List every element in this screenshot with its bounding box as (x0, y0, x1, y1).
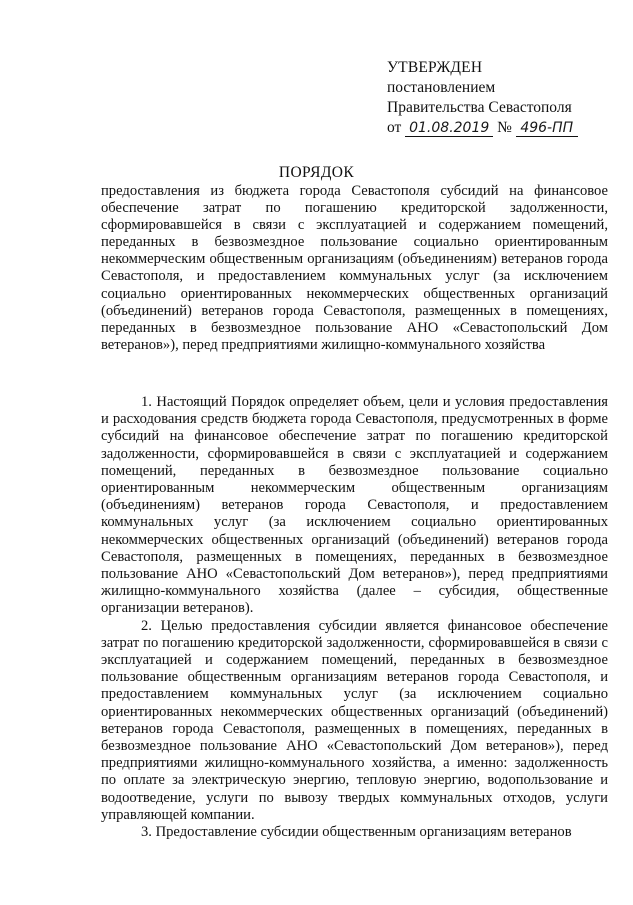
document-title: ПОРЯДОК (278, 164, 355, 181)
approval-heading: УТВЕРЖДЕН (387, 59, 483, 76)
paragraph-2: 2. Целью предоставления субсидии является финансовое обеспечение затрат по погашению кредиторской задолженности, сформировавшейся в связи с эксплуатацией и содержанием помещений, переданных в безвозмездное пользование общественным организациям ветеранов города Севастополя, и предоставлением коммунальных услуг (за исключением социально ориентированных некоммерческих общественных организаций (объединений) ветеранов города Севастополя, размещенных в помещениях, переданных в безвозмездное пользование АНО «Севастопольский Дом ветеранов»), перед предприятиями жилищно-коммунального хозяйства, а именно: задолженность по оплате за электрическую энергию, тепловую энергию, водопользование и водоотведение, услуги по вывозу твердых коммунальных отходов, услуги управляющей компании. (101, 617, 608, 823)
number-label: № (497, 119, 512, 136)
handwritten-date: 01.08.2019 (405, 120, 493, 137)
approval-block (387, 58, 617, 138)
paragraph-1: 1. Настоящий Порядок определяет объем, цели и условия предоставления и расходования средств бюджета города Севастополя, предусмотренных в форме субсидий на финансовое обеспечение затрат по погашению кредиторской задолженности, сформировавшейся в связи с эксплуатацией и содержанием помещений, переданных в безвозмездное пользование социально ориентированным некоммерческим общественным организациям (объединениям) ветеранов города Севастополя, и предоставлением коммунальных услуг (за исключением социально ориентированных некоммерческих общественных организаций (объединений) ветеранов города Севастополя, размещенных в помещениях, переданных в безвозмездное пользование АНО «Севастопольский Дом ветеранов»), перед предприятиями жилищно-коммунального хозяйства (далее – субсидия, общественные организации ветеранов). (101, 394, 608, 617)
from-label: от (387, 119, 402, 136)
approval-line-resolution: постановлением (387, 79, 496, 96)
document-body (101, 394, 608, 841)
approval-date-number-line (387, 118, 617, 138)
handwritten-number: 496-ПП (516, 120, 578, 137)
document-subtitle: предоставления из бюджета города Севастополя субсидий на финансовое обеспечение затрат по погашению кредиторской задолженности, сформировавшейся в связи с эксплуатацией и содержанием помещений, переданных в безвозмездное пользование социально ориентированным некоммерческим общественным организациям (объединениям) ветеранов города Севастополя, и предоставлением коммунальных услуг (за исключением социально ориентированных некоммерческих общественных организаций (объединений) ветеранов города Севастополя, размещенных в помещениях, переданных в безвозмездное пользование АНО «Севастопольский Дом ветеранов»), перед предприятиями жилищно-коммунального хозяйства (101, 183, 608, 353)
paragraph-3: 3. Предоставление субсидии общественным организациям ветеранов (141, 824, 572, 841)
approval-line-government: Правительства Севастополя (387, 99, 572, 116)
